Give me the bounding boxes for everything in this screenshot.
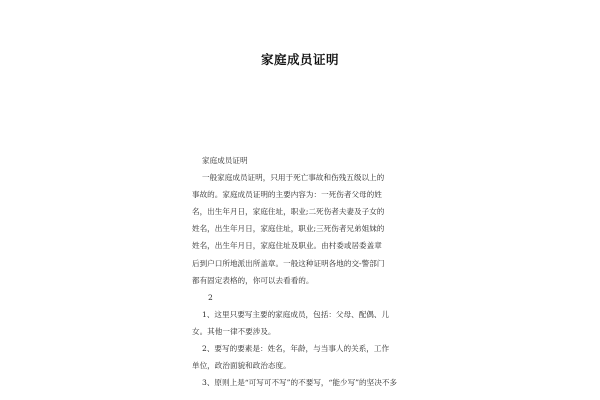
body-line: 事故的。家庭成员证明的主要内容为：一死伤者父母的姓 <box>192 190 382 200</box>
document-body <box>192 152 402 391</box>
body-line: 后到户口所地派出所盖章。一般这种证明各地的交-警部门 <box>192 258 385 268</box>
body-line: 家庭成员证明 <box>202 156 248 165</box>
body-line: 1、这里只要写主要的家庭成员，包括：父母、配偶、儿 <box>202 309 390 319</box>
body-line: 都有固定表格的，你可以去看看的。 <box>192 275 314 285</box>
body-line: 姓名，出生年月日，家庭住址及职业。由村委或居委盖章 <box>192 241 382 251</box>
body-line: 姓名，出生年月日，家庭住址，职业;三死伤者兄弟姐妹的 <box>192 224 385 234</box>
document-title: 家庭成员证明 <box>260 52 339 67</box>
body-line: 一般家庭成员证明，只用于死亡事故和伤残五级以上的 <box>202 173 385 183</box>
body-line: 单位，政治面貌和政治态度。 <box>192 361 291 371</box>
body-line: 女。其他一律不要涉及。 <box>192 326 276 336</box>
body-line: 2、要写的要素是：姓名，年龄，与当事人的关系，工作 <box>202 344 390 354</box>
body-line: 3、原则上是“可写可不写”的不要写，“能少写”的坚决不多 <box>202 378 398 388</box>
body-line: 名，出生年月日，家庭住址，职业;二死伤者夫妻及子女的 <box>192 207 385 217</box>
body-line: 2 <box>208 292 213 302</box>
